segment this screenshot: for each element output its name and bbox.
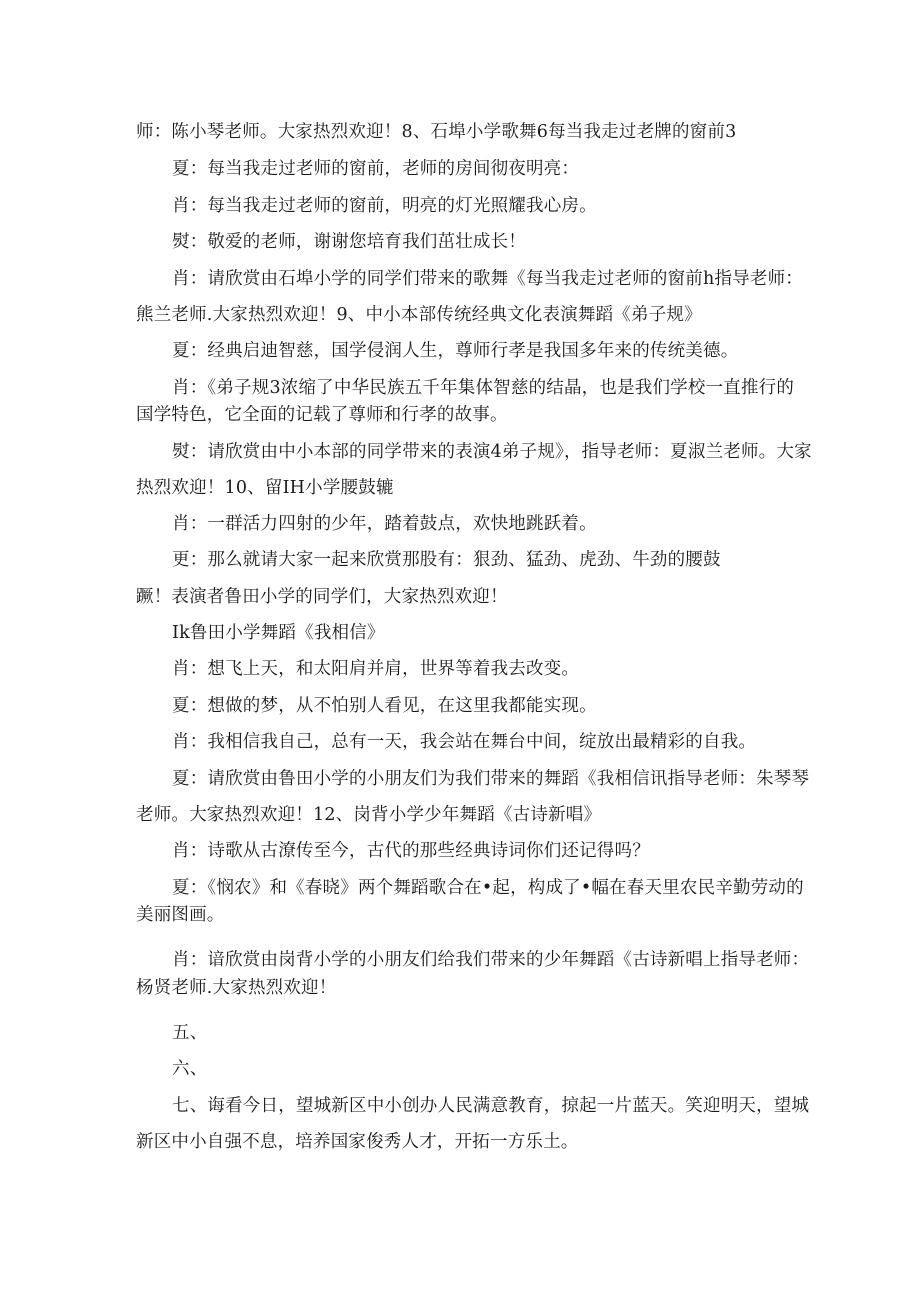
text-line: 蹶！表演者鲁田小学的同学们，大家热烈欢迎！ bbox=[136, 587, 508, 607]
text-line: 五、 bbox=[172, 1023, 208, 1043]
text-line: 肖：请欣赏由石埠小学的同学们带来的歌舞《每当我走过老师的窗前h指导老师： bbox=[172, 269, 803, 289]
text-line: 夏：经典启迪智慈，国学侵润人生，尊师行孝是我国多年来的传统美德。 bbox=[172, 341, 739, 361]
text-line: 师：陈小琴老师。大家热烈欢迎！8、石埠小学歌舞6每当我走过老牌的窗前3 bbox=[136, 122, 737, 142]
text-line: 老师。大家热烈欢迎！12、岗背小学少年舞蹈《古诗新唱》 bbox=[136, 805, 602, 825]
text-line: 夏：请欣赏由鲁田小学的小朋友们为我们带来的舞蹈《我相信讯指导老师：朱琴琴 bbox=[172, 769, 810, 789]
text-line: Ik鲁田小学舞蹈《我相信》 bbox=[172, 623, 385, 643]
text-line: 肖：《弟子规3浓缩了中华民族五千年集体智慈的结晶，也是我们学校一直推行的 bbox=[172, 378, 795, 398]
text-line: 肖：诗歌从古潦传至今，古代的那些经典诗词你们还记得吗？ bbox=[172, 841, 650, 861]
text-line: 杨贤老师.大家热烈欢迎！ bbox=[136, 978, 337, 998]
text-line: 美丽图画。 bbox=[136, 905, 225, 925]
text-line: 肖：我相信我自己，总有一天，我会站在舞台中间，绽放出最精彩的自我。 bbox=[172, 732, 757, 752]
text-line: 夏：想做的梦，从不怕别人看见，在这里我都能实现。 bbox=[172, 696, 597, 716]
text-line: 熨：请欣赏由中小本部的同学带来的表演4弟子规》，指导老师：夏淑兰老师。大家 bbox=[172, 442, 812, 462]
text-line: 夏：《悯农》和《春晓》两个舞蹈歌合在•起，构成了•幅在春天里农民辛勤劳动的 bbox=[172, 878, 804, 898]
text-line: 国学特色，它全面的记载了尊师和行孝的故事。 bbox=[136, 405, 508, 425]
text-line: 更：那么就请大家一起来欣赏那股有：狠劲、猛劲、虎劲、牛劲的腰鼓 bbox=[172, 550, 721, 570]
text-line: 肖：一群活力四射的少年，踏着鼓点，欢快地跳跃着。 bbox=[172, 514, 597, 534]
text-line: 新区中小自强不息，培养国家俊秀人才，开拓一方乐土。 bbox=[136, 1132, 579, 1152]
text-line: 七、诲看今日，望城新区中小创办人民满意教育，掠起一片蓝天。笑迎明天，望城 bbox=[172, 1096, 810, 1116]
text-line: 熨：敬爱的老师，谢谢您培育我们茁壮成长！ bbox=[172, 232, 526, 252]
text-line: 肖：谙欣赏由岗背小学的小朋友们给我们带来的少年舞蹈《古诗新唱上指导老师： bbox=[172, 950, 810, 970]
text-line: 热烈欢迎！10、留IH小学腰鼓辘 bbox=[136, 478, 394, 498]
text-line: 肖：想飞上天，和太阳肩并肩，世界等着我去改变。 bbox=[172, 659, 580, 679]
text-line: 夏：每当我走过老师的窗前，老师的房间彻夜明亮： bbox=[172, 159, 580, 179]
text-line: 六、 bbox=[172, 1059, 208, 1079]
text-line: 肖：每当我走过老师的窗前，明亮的灯光照耀我心房。 bbox=[172, 196, 597, 216]
text-line: 熊兰老师.大家热烈欢迎！9、中小本部传统经典文化表演舞蹈《弟子规》 bbox=[136, 305, 702, 325]
